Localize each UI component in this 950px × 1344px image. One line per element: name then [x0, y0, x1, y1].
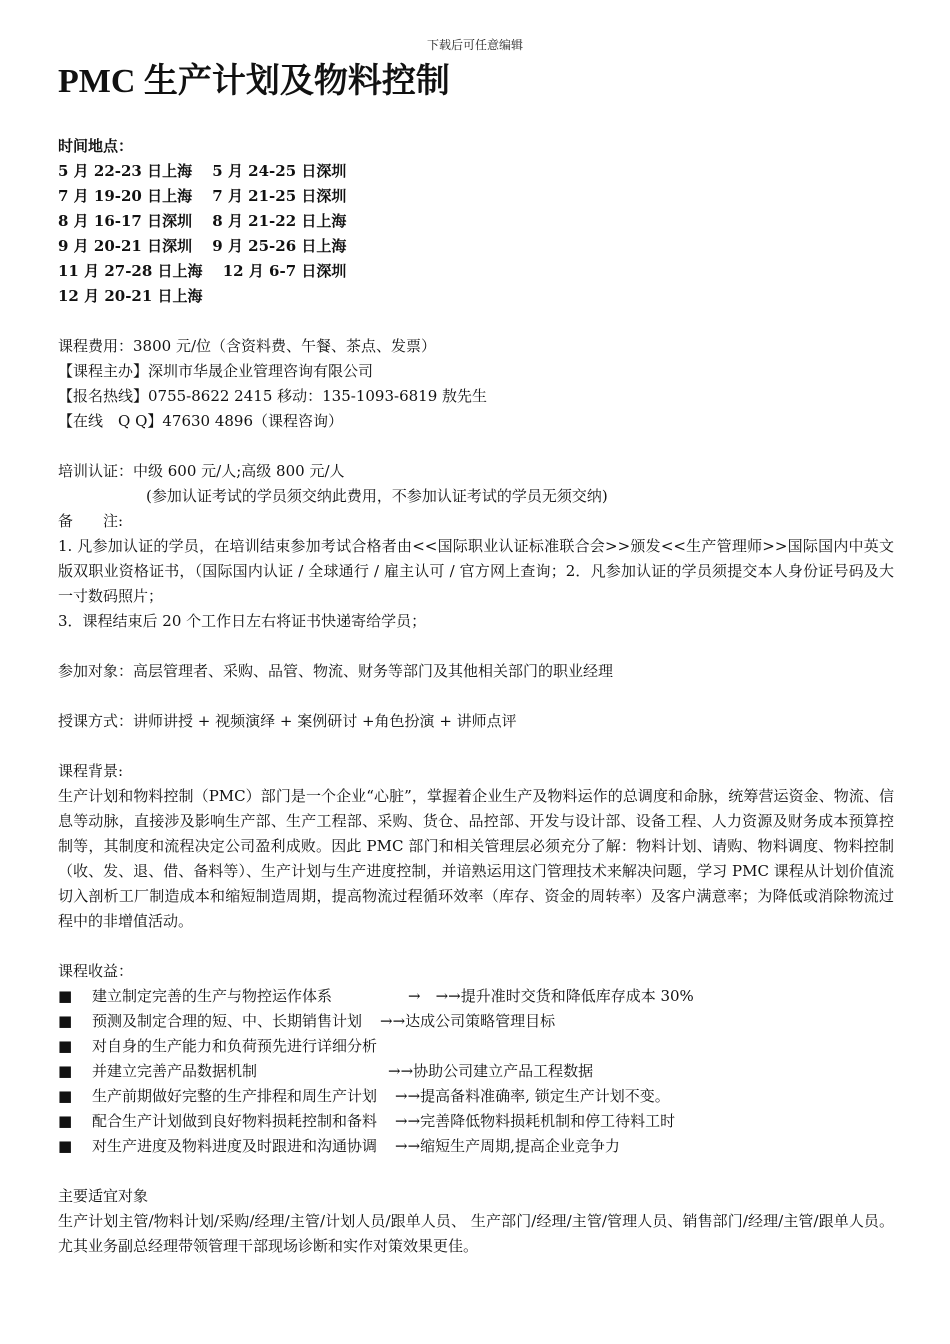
schedule-line: 8 月 16-17 日深圳 8 月 21-22 日上海	[58, 212, 347, 230]
schedule-label: 时间地点：	[58, 137, 134, 155]
suitable-section	[58, 1184, 894, 1259]
course-info-section	[58, 334, 894, 434]
benefit-action: 生产前期做好完整的生产排程和周生产计划	[92, 1087, 378, 1105]
benefits-section	[58, 959, 894, 1159]
registration-hotline: 【报名热线】0755-8622 2415 移动：135-1093-6819 敖先生	[58, 387, 488, 405]
schedule-line: 5 月 22-23 日上海 5 月 24-25 日深圳	[58, 162, 347, 180]
benefit-action: 配合生产计划做到良好物料损耗控制和备料	[92, 1112, 378, 1130]
schedule-line: 7 月 19-20 日上海 7 月 21-25 日深圳	[58, 187, 347, 205]
schedule-line: 12 月 20-21 日上海	[58, 287, 203, 305]
benefit-result: → →→提升准时交货和降低库存成本 30%	[408, 987, 694, 1005]
benefit-result	[377, 1034, 395, 1059]
benefit-item	[58, 1134, 894, 1159]
benefit-result: →→协助公司建立产品工程数据	[388, 1062, 594, 1080]
benefit-result: →→完善降低物料损耗机制和停工待料工时	[395, 1112, 676, 1130]
remark-item-3: 3．课程结束后 20 个工作日左右将证书快递寄给学员；	[58, 612, 427, 630]
square-bullet-icon: ■	[58, 987, 73, 1005]
background-section	[58, 759, 894, 934]
header-note: 下载后可任意编辑	[426, 38, 523, 52]
benefit-action: 建立制定完善的生产与物控运作体系	[92, 987, 333, 1005]
background-text: 生产计划和物料控制（PMC）部门是一个企业“心脏”，掌握着企业生产及物料运作的总调度和命脉，统筹营运资金、物流、信息等动脉，直接涉及影响生产部、生产工程部、采购、货仓、品控部、开发与设计部、设备工程、人力资源及财务成本预算控制等，其制度和流程决定公司盈利成败。因此 PMC 部门和相关管理层必须充分了解：物料计划、请购、物料调度、物料控制（收、发、退、借、备料等）、生产计划与生产进度控制，并谙熟运用这门管理技术来解决问题，学习 PMC 课程从计划价值流切入剖析工厂制造成本和缩短制造周期，提高物流过程循环效率（库存、资金的周转率）及客户满意率；为降低或消除物流过程中的非增值活动。	[58, 787, 894, 930]
suitable-text: 生产计划主管/物料计划/采购/经理/主管/计划人员/跟单人员、 生产部门/经理/主管/管理人员、销售部门/经理/主管/跟单人员。尤其业务副总经理带领管理干部现场诊断和实作对策效果更佳。	[58, 1212, 894, 1255]
benefit-action: 对生产进度及物料进度及时跟进和沟通协调	[92, 1137, 378, 1155]
benefits-label: 课程收益：	[58, 962, 134, 980]
document-title: PMC 生产计划及物料控制	[58, 63, 450, 100]
course-organizer: 【课程主办】深圳市华晟企业管理咨询有限公司	[58, 362, 374, 380]
benefit-item	[58, 1059, 894, 1084]
benefit-result: →→缩短生产周期,提高企业竞争力	[395, 1137, 620, 1155]
benefit-action: 并建立完善产品数据机制	[92, 1062, 258, 1080]
remark-label: 备 注:	[58, 512, 124, 530]
benefit-item	[58, 1084, 894, 1109]
certification-section	[58, 459, 894, 634]
suitable-label: 主要适宜对象	[58, 1187, 149, 1205]
benefit-result: →→达成公司策略管理目标	[380, 1012, 556, 1030]
benefit-item	[58, 1034, 894, 1059]
certification-fee: 培训认证：中级 600 元/人;高级 800 元/人	[58, 462, 345, 480]
teaching-method: 授课方式：讲师讲授 + 视频演绎 + 案例研讨 +角色扮演 + 讲师点评	[58, 712, 517, 730]
schedule-line: 9 月 20-21 日深圳 9 月 25-26 日上海	[58, 237, 347, 255]
benefit-item	[58, 984, 894, 1009]
square-bullet-icon: ■	[58, 1112, 73, 1130]
square-bullet-icon: ■	[58, 1037, 73, 1055]
benefit-action: 预测及制定合理的短、中、长期销售计划	[92, 1012, 363, 1030]
document-page	[58, 60, 894, 1259]
benefit-item	[58, 1109, 894, 1134]
benefit-item	[58, 1009, 894, 1034]
schedule-section	[58, 134, 894, 309]
schedule-line: 11 月 27-28 日上海 12 月 6-7 日深圳	[58, 262, 347, 280]
course-fee: 课程费用：3800 元/位（含资料费、午餐、茶点、发票）	[58, 337, 436, 355]
square-bullet-icon: ■	[58, 1062, 73, 1080]
online-qq: 【在线 Q Q】47630 4896（课程咨询）	[58, 412, 344, 430]
certification-note: (参加认证考试的学员须交纳此费用，不参加认证考试的学员无须交纳)	[146, 487, 608, 505]
square-bullet-icon: ■	[58, 1137, 73, 1155]
benefit-action: 对自身的生产能力和负荷预先进行详细分析	[92, 1037, 378, 1055]
benefit-result: →→提高备料准确率, 锁定生产计划不变。	[395, 1087, 670, 1105]
square-bullet-icon: ■	[58, 1087, 73, 1105]
background-label: 课程背景:	[58, 762, 124, 780]
square-bullet-icon: ■	[58, 1012, 73, 1030]
target-audience: 参加对象：高层管理者、采购、品管、物流、财务等部门及其他相关部门的职业经理	[58, 662, 614, 680]
remark-item-1: 1. 凡参加认证的学员，在培训结束参加考试合格者由<<国际职业认证标准联合会>>颁发<<生产管理师>>国际国内中英文版双职业资格证书，（国际国内认证 / 全球通行 / 雇主认可 / 官方网上查询；2．凡参加认证的学员须提交本人身份证号码及大一寸数码照片；	[58, 537, 894, 605]
